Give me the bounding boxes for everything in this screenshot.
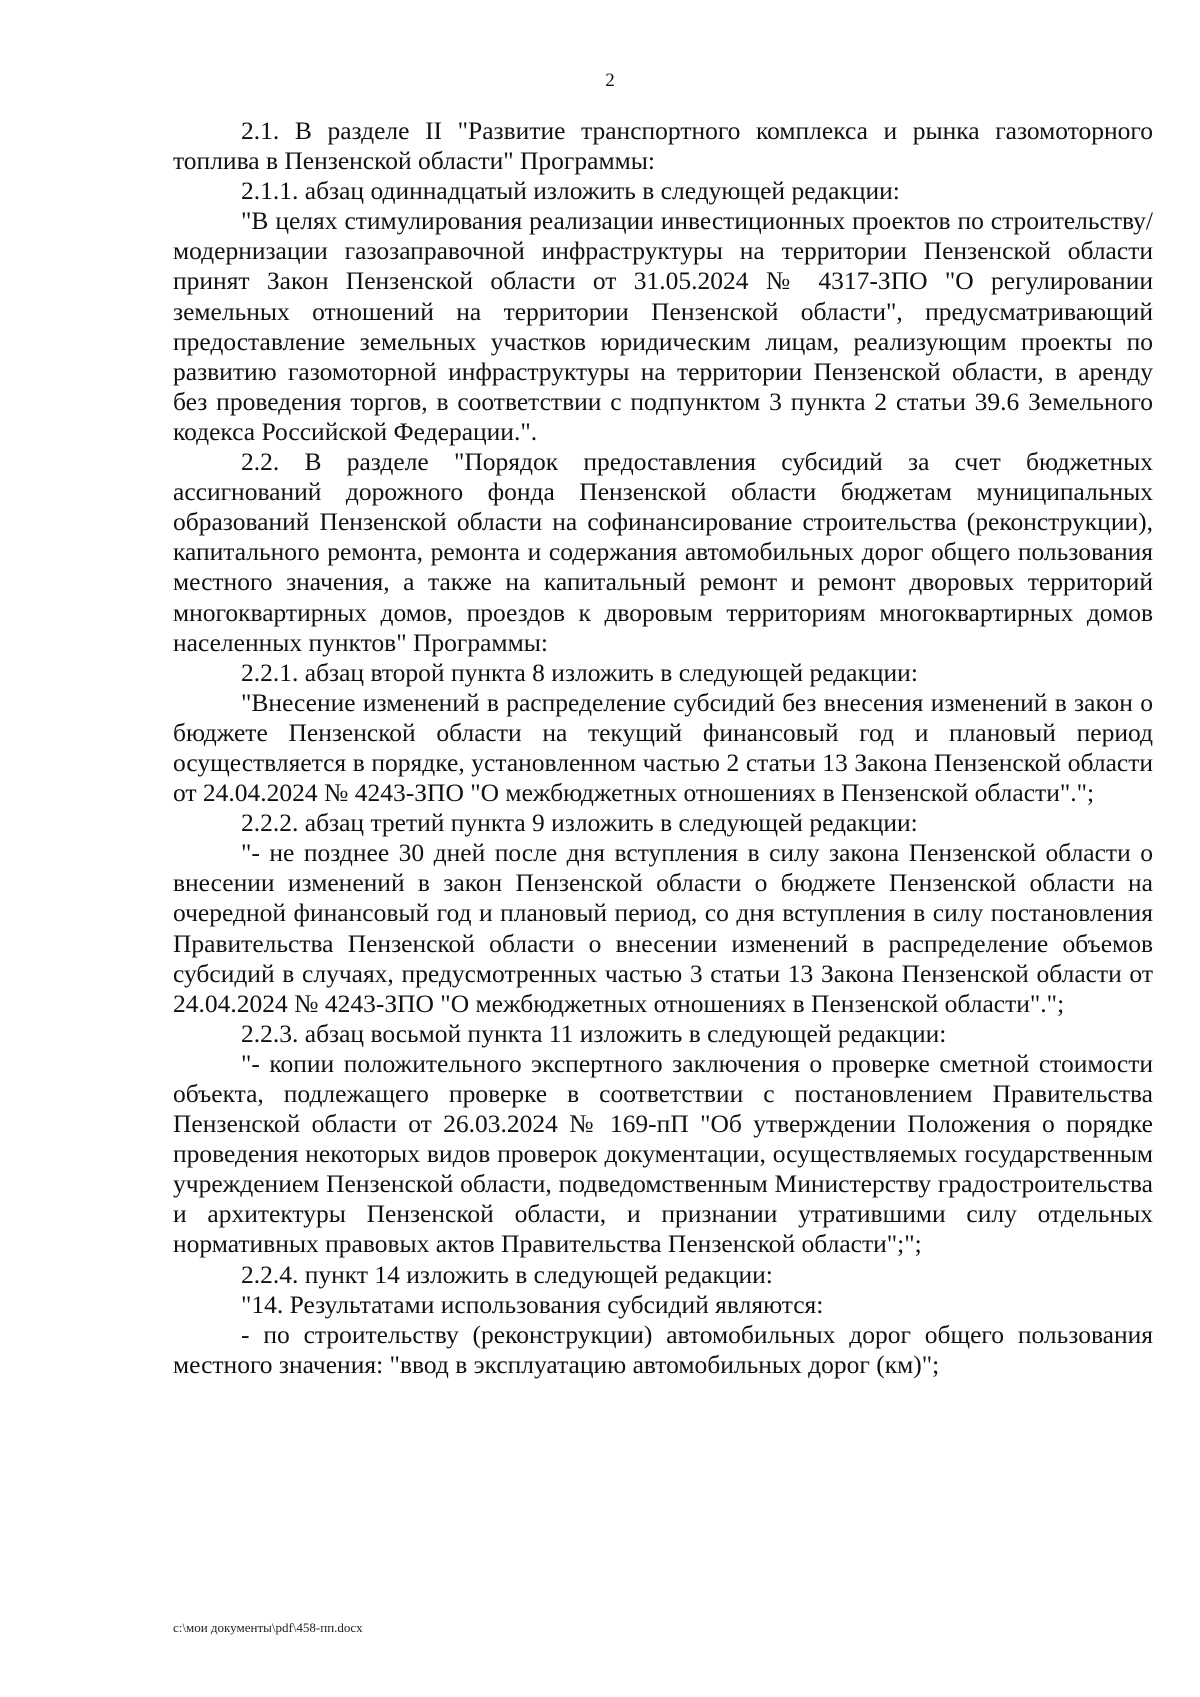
paragraph-2-2-2-text: "- не позднее 30 дней после дня вступления в силу закона Пензенской области о внесении изменений в закон Пензенской области о бюджете Пензенской области на очередной финансовый год и плановый период, со дня вступления в силу постановления Правительства Пензенской области о внесении изменений в распределение объемов субсидий в случаях, предусмотренных частью 3 статьи 13 Закона Пензенской области от 24.04.2024 № 4243-ЗПО "О межбюджетных отношениях в Пензенской области"."; [173, 838, 1153, 1018]
footer-file-path: c:\мои документы\pdf\458-пп.docx [173, 1620, 363, 1635]
paragraph-14: "14. Результатами использования субсидий являются: [241, 1289, 824, 1319]
paragraph-2-2-1: 2.2.1. абзац второй пункта 8 изложить в следующей редакции: [241, 657, 918, 687]
paragraph-2-1: 2.1. В разделе II "Развитие транспортного комплекса и рынка газомоторного топлива в Пензенской области" Программы: [173, 116, 1153, 176]
paragraph-2-1-1-text: "В целях стимулирования реализации инвестиционных проектов по строительству/модернизации газозаправочной инфраструктуры на территории Пензенской области принят Закон Пензенской области от 31.05.2024 № 4317-ЗПО "О регулировании земельных отношений на территории Пензенской области", предусматривающий предоставление земельных участков юридическим лицам, реализующим проекты по развитию газомоторной инфраструктуры на территории Пензенской области, в аренду без проведения торгов, в соответствии с подпунктом 3 пункта 2 статьи 39.6 Земельного кодекса Российской Федерации.". [173, 206, 1153, 446]
paragraph-2-1-1: 2.1.1. абзац одиннадцатый изложить в следующей редакции: [241, 176, 900, 206]
paragraph-2-2-2: 2.2.2. абзац третий пункта 9 изложить в следующей редакции: [241, 808, 918, 838]
paragraph-2-2-1-text: "Внесение изменений в распределение субсидий без внесения изменений в закон о бюджете Пензенской области на текущий финансовый год и плановый период осуществляется в порядке, установленном частью 2 статьи 13 Закона Пензенской области от 24.04.2024 № 4243-ЗПО "О межбюджетных отношениях в Пензенской области"."; [173, 687, 1153, 808]
document-body [173, 116, 1153, 1380]
paragraph-2-2: 2.2. В разделе "Порядок предоставления субсидий за счет бюджетных ассигнований дорожного фонда Пензенской области бюджетам муниципальных образований Пензенской области на софинансирование строительства (реконструкции), капитального ремонта, ремонта и содержания автомобильных дорог общего пользования местного значения, а также на капитальный ремонт и ремонт дворовых территорий многоквартирных домов, проездов к дворовым территориям многоквартирных домов населенных пунктов" Программы: [173, 447, 1153, 657]
paragraph-2-2-4: 2.2.4. пункт 14 изложить в следующей редакции: [241, 1259, 773, 1289]
paragraph-2-2-3-text: "- копии положительного экспертного заключения о проверке сметной стоимости объекта, подлежащего проверке в соответствии с постановлением Правительства Пензенской области от 26.03.2024 № 169-пП "Об утверждении Положения о порядке проведения некоторых видов проверок документации, осуществляемых государственным учреждением Пензенской области, подведомственным Министерству градостроительства и архитектуры Пензенской области, и признании утратившими силу отдельных нормативных правовых актов Правительства Пензенской области";"; [173, 1048, 1153, 1259]
page-number: 2 [605, 70, 615, 91]
paragraph-14-item: - по строительству (реконструкции) автомобильных дорог общего пользования местного значения: "ввод в эксплуатацию автомобильных дорог (км)"; [173, 1319, 1153, 1379]
paragraph-2-2-3: 2.2.3. абзац восьмой пункта 11 изложить в следующей редакции: [241, 1018, 947, 1048]
